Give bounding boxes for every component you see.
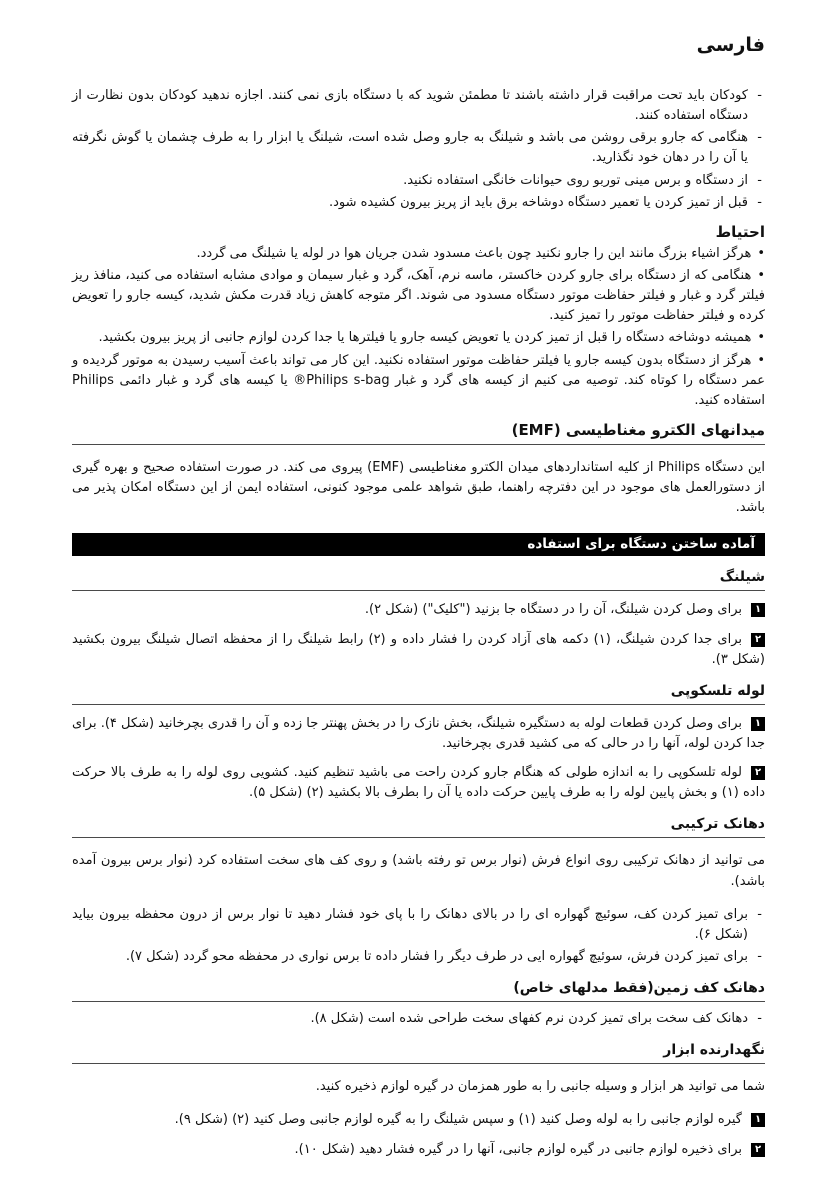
list-item-text: همیشه دوشاخه دستگاه را قبل از تمیز کردن یا تعویض کیسه جارو یا فیلترها یا جدا کردن لوازم جانبی از پریز بیرون بکشید. <box>98 330 752 346</box>
section-divider <box>72 590 765 591</box>
list-item-text: برای تمیز کردن کف، سوئیچ گهواره ای را در بالای دهانک را با پای خود فشار دهید تا نوار برس از درون محفظه بیرون بیاید (شکل ۶). <box>72 906 748 942</box>
dash-marker: - <box>757 948 762 964</box>
step-number-badge: ۱ <box>751 1113 765 1127</box>
accessory-holder-section <box>72 1042 765 1159</box>
list-item <box>72 244 765 264</box>
list-item-text: هنگامی که جارو برقی روشن می باشد و شیلنگ به جارو وصل شده است، شیلنگ یا ابزار را به طرف چشمان یا گوش نگرفته یا آن را در دهان خود نگذارید. <box>72 130 748 166</box>
step-item <box>72 714 765 754</box>
emf-heading: میدانهای الکترو مغناطیسی (EMF) <box>511 420 765 439</box>
caution-bullet-list <box>72 244 765 411</box>
step-number-badge: ۲ <box>751 1143 765 1157</box>
hose-heading: شیلنگ <box>719 569 765 586</box>
dash-marker: - <box>757 172 762 188</box>
list-item <box>72 1009 765 1029</box>
caution-section <box>72 223 765 411</box>
step-text: لوله تلسکوپی را به اندازه طولی که هنگام جارو کردن راحت می باشید تنظیم کنید. کشویی روی لوله را به طرف بالا حرکت داده (۱) و بخش پایین لوله را به طرف پایین حرکت داده یا آن را بطرف بالا بکشید (۲) (شکل ۵). <box>72 765 765 801</box>
step-item <box>72 1110 765 1130</box>
section-divider <box>72 444 765 445</box>
step-item <box>72 1140 765 1160</box>
bullet-marker: • <box>757 352 765 368</box>
caution-heading: احتیاط <box>715 222 765 241</box>
page-title: فارسی <box>696 34 765 56</box>
section-divider <box>72 1063 765 1064</box>
list-item <box>72 947 765 967</box>
list-item-text: برای تمیز کردن فرش، سوئیچ گهواره ایی در طرف دیگر را فشار داده تا برس نواری در محفظه محو گردد (شکل ۷). <box>125 948 748 964</box>
bullet-marker: • <box>757 267 765 283</box>
floor-bullet-list <box>72 1009 765 1029</box>
bullet-marker: • <box>757 330 765 346</box>
dash-marker: - <box>757 194 762 210</box>
step-text: برای وصل کردن قطعات لوله به دستگیره شیلنگ، بخش نازک را در بخش پهنتر جا زده و آن را قدری بچرخانید (شکل ۴). برای جدا کردن لوله، آنها را در حالی که می کشید قدری بچرخانید. <box>72 715 765 751</box>
list-item-text: هنگامی که از دستگاه برای جارو کردن خاکستر، ماسه نرم، آهک، گرد و غبار سیمان و موادی مشابه استفاده می کنید، منافذ ریز فیلتر گرد و غبار و فیلتر حفاظت موتور دستگاه مسدود می شوند. اگر متوجه کاهش زیاد قدرت مکش شدید، کیسه جارو را تعویض کرده و فیلتر حفاظت موتور را تمیز کنید. <box>72 267 765 324</box>
list-item-text: هرگز از دستگاه بدون کیسه جارو یا فیلتر حفاظت موتور استفاده نکنید. این کار می تواند باعث آسیب رسیدن به موتور گردیده و عمر دستگاه را کوتاه کند. توصیه می کنیم از کیسه های گرد و غبار Philips s-bag® یا کیسه های گرد و غبار دائمی Philips استفاده کنید. <box>72 352 765 408</box>
list-item-text: دهانک کف سخت برای تمیز کردن نرم کفهای سخت طراحی شده است (شکل ۸). <box>310 1011 748 1027</box>
floor-nozzle-heading: دهانک کف زمین(فقط مدلهای خاص) <box>513 980 765 997</box>
list-item <box>72 905 765 945</box>
emf-body: این دستگاه Philips از کلیه استانداردهای میدان الکترو مغناطیسی (EMF) پیروی می کند. در صورت استفاده صحیح و بهره گیری از دستورالعمل های موجود در این دفترچه راهنما، طبق شواهد علمی موجود کنونی، استفاده ایمن از این دستگاه امکان پذیر می باشد. <box>72 459 765 516</box>
prepare-banner: آماده ساختن دستگاه برای استفاده <box>72 533 765 556</box>
dash-marker: - <box>757 1011 762 1027</box>
list-item <box>72 266 765 326</box>
step-text: برای وصل کردن شیلنگ، آن را در دستگاه جا بزنید ("کلیک") (شکل ۲). <box>364 602 742 618</box>
step-number-badge: ۲ <box>751 766 765 780</box>
list-item <box>72 86 765 126</box>
step-number-badge: ۱ <box>751 717 765 731</box>
step-item <box>72 630 765 670</box>
section-divider <box>72 1001 765 1002</box>
step-item <box>72 600 765 620</box>
dash-marker: - <box>757 906 762 922</box>
step-item <box>72 763 765 803</box>
list-item <box>72 128 765 168</box>
accessory-holder-heading: نگهدارنده ابزار <box>663 1042 765 1059</box>
hose-section <box>72 569 765 669</box>
tube-heading: لوله تلسکوپی <box>670 682 765 699</box>
dash-marker: - <box>757 88 762 103</box>
list-item-text: هرگز اشیاء بزرگ مانند این را جارو نکنید چون باعث مسدود شدن جریان هوا در لوله یا شیلنگ می گردد. <box>196 245 752 261</box>
list-item-text: قبل از تمیز کردن یا تعمیر دستگاه دوشاخه برق باید از پریز بیرون کشیده شود. <box>329 194 748 210</box>
step-text: برای جدا کردن شیلنگ، (۱) دکمه های آزاد کردن را فشار داده و (۲) رابط شیلنگ را از محفظه اتصال شیلنگ بیرون بکشید (شکل ۳). <box>72 631 765 667</box>
dash-marker: - <box>757 130 762 146</box>
step-number-badge: ۲ <box>751 633 765 647</box>
list-item-text: کودکان باید تحت مراقبت قرار داشته باشند تا مطمئن شوید که با دستگاه بازی نمی کنند. اجازه ندهید کودکان بدون نظارت از دستگاه استفاده کنند. <box>72 88 748 124</box>
step-text: گیره لوازم جانبی را به لوله وصل کنید (۱) و سپس شیلنگ را به گیره لوازم جانبی وصل کنید (۲) (شکل ۹). <box>174 1112 742 1128</box>
safety-bullet-list <box>72 86 765 213</box>
step-number-badge: ۱ <box>751 603 765 617</box>
combi-nozzle-section <box>72 816 765 967</box>
accessory-holder-intro: شما می توانید هر ابزار و وسیله جانبی را به طور همزمان در گیره لوازم ذخیره کنید. <box>315 1079 765 1095</box>
list-item <box>72 328 765 348</box>
list-item <box>72 171 765 191</box>
bullet-marker: • <box>757 245 765 261</box>
combi-intro: می توانید از دهانک ترکیبی روی انواع فرش (نوار برس تو رفته باشد) و روی کف های سخت استفاده کرد (نوار برس بیرون آمده باشد). <box>72 853 765 889</box>
floor-nozzle-section <box>72 980 765 1029</box>
section-divider <box>72 837 765 838</box>
combi-nozzle-heading: دهانک ترکیبی <box>670 816 765 833</box>
tube-section <box>72 683 765 804</box>
section-divider <box>72 704 765 705</box>
emf-section <box>72 421 765 518</box>
combi-bullet-list <box>72 905 765 967</box>
list-item <box>72 351 765 411</box>
list-item <box>72 193 765 213</box>
list-item-text: از دستگاه و برس مینی توربو روی حیوانات خانگی استفاده نکنید. <box>403 172 748 188</box>
step-text: برای ذخیره لوازم جانبی در گیره لوازم جانبی، آنها را در گیره فشار دهید (شکل ۱۰). <box>294 1141 742 1157</box>
